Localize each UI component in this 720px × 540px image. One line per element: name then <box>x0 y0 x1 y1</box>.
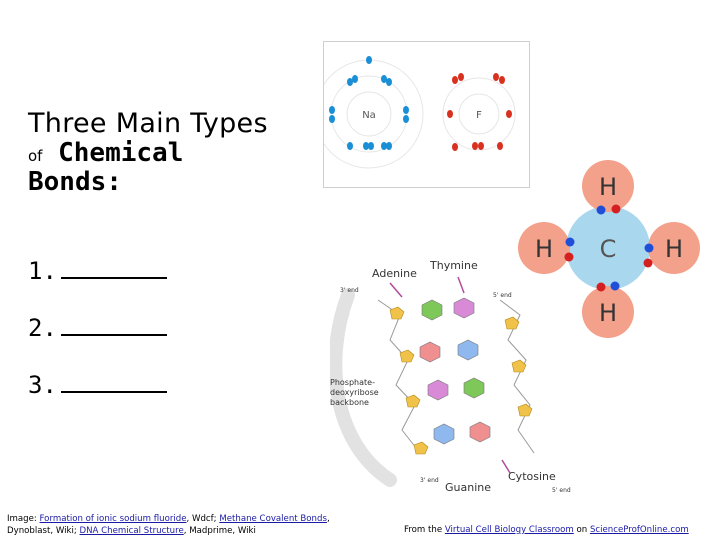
title-chemical-word: Chemical <box>58 138 184 168</box>
backbone-label-3: backbone <box>330 398 369 407</box>
credits-prefix: Image: <box>7 514 40 524</box>
backbone-label-2: deoxyribose <box>330 388 379 397</box>
dna-3-end-top-label: 3' end <box>340 287 359 294</box>
credits-text-3: , Madprime, Wiki <box>183 525 256 536</box>
science-prof-online-link[interactable]: ScienceProfOnline.com <box>589 525 689 535</box>
sodium-label: Na <box>362 110 376 121</box>
ionic-bond-image <box>323 41 530 188</box>
list-number: 1. <box>28 257 57 285</box>
guanine-label: Guanine <box>445 481 492 494</box>
credits-text-2: , Dynoblast, Wiki; <box>7 514 330 536</box>
list-item-3 <box>28 371 167 399</box>
list-number: 3. <box>28 371 57 399</box>
list-number: 2. <box>28 314 57 342</box>
dna-structure-image <box>330 255 575 500</box>
backbone-label-1: Phosphate- <box>330 378 375 387</box>
cytosine-label: Cytosine <box>508 470 556 483</box>
footer-source <box>404 525 689 535</box>
thymine-label: Thymine <box>430 259 478 272</box>
footer-prefix: From the <box>404 525 445 535</box>
methane-covalent-bonds-link[interactable]: Methane Covalent Bonds <box>219 514 327 524</box>
image-credits <box>7 514 337 537</box>
fluorine-label: F <box>476 110 482 121</box>
hydrogen-right-label: H <box>664 235 684 263</box>
slide-title-line2 <box>28 138 183 168</box>
dna-diagram <box>330 255 575 500</box>
adenine-label: Adenine <box>372 267 417 280</box>
ionic-sodium-fluoride-link[interactable]: Formation of ionic sodium fluoride <box>39 514 187 524</box>
credits-text-1: , Wdcf; <box>186 514 220 524</box>
carbon-label: C <box>599 235 617 263</box>
footer-middle: on <box>573 525 590 535</box>
title-of-word: of <box>28 147 43 165</box>
dna-chemical-structure-link[interactable]: DNA Chemical Structure <box>79 525 184 536</box>
fill-in-blank <box>61 314 167 336</box>
hydrogen-top-label: H <box>598 173 618 201</box>
dna-3-end-bottom-label: 3' end <box>420 477 439 484</box>
hydrogen-bottom-label: H <box>598 299 618 327</box>
dna-5-end-top-label: 5' end <box>493 292 512 299</box>
fill-in-blank <box>61 371 167 393</box>
list-item-1 <box>28 257 167 285</box>
virtual-cell-biology-link[interactable]: Virtual Cell Biology Classroom <box>444 525 574 535</box>
fill-in-blank <box>61 257 167 279</box>
slide-title-line1: Three Main Types <box>28 108 268 139</box>
ionic-bond-diagram <box>324 42 529 187</box>
dna-5-end-bottom-label: 5' end <box>552 487 571 494</box>
list-item-2 <box>28 314 167 342</box>
slide-title-line3: Bonds: <box>28 167 122 197</box>
hydrogen-left-label: H <box>534 235 554 263</box>
